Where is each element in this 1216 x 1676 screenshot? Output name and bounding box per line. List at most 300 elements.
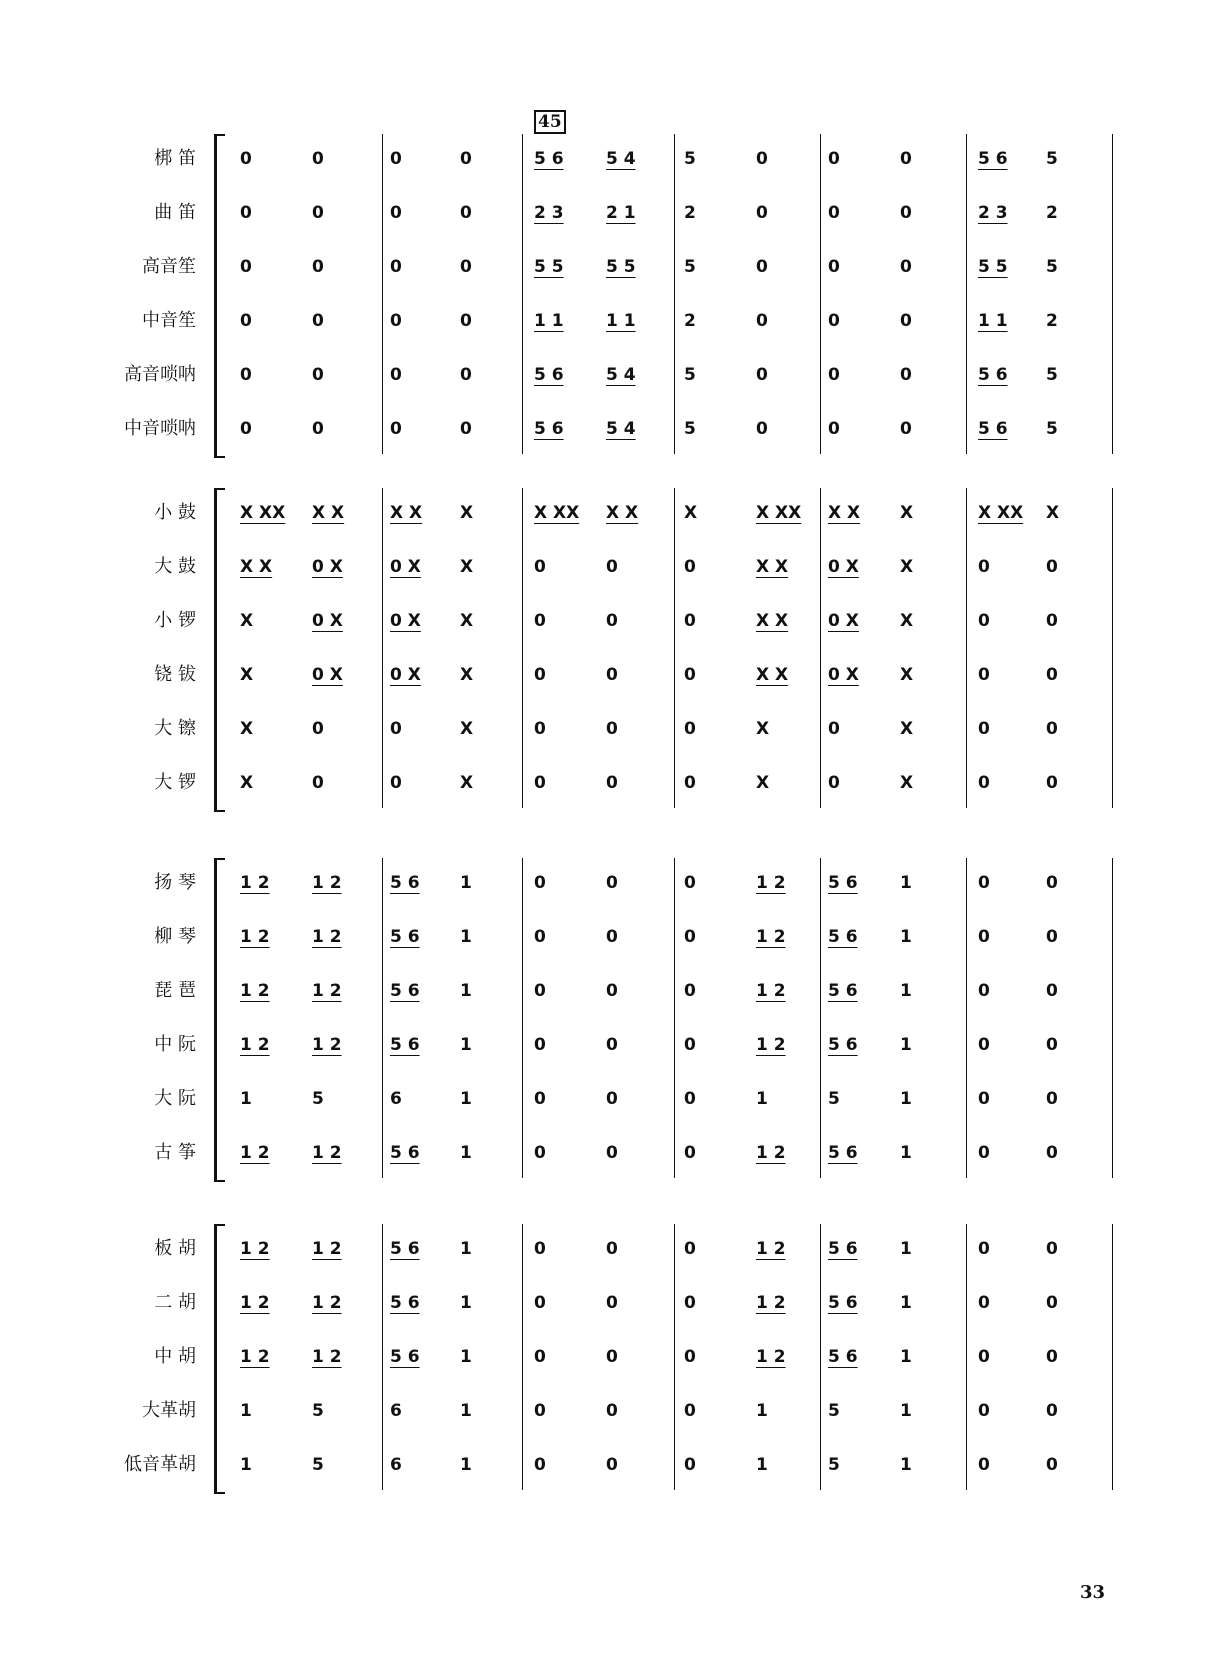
instrument-label: 大 镲 bbox=[154, 718, 196, 739]
note-cell: 0 bbox=[828, 257, 840, 277]
note-cell: 0 bbox=[978, 665, 990, 685]
note-cell: 0 bbox=[534, 665, 546, 685]
note-cell: X X bbox=[756, 665, 789, 685]
note-cell: 0 bbox=[1046, 1239, 1058, 1259]
note-cell: 0 bbox=[312, 365, 324, 385]
note-cell: 0 bbox=[978, 873, 990, 893]
staff-row bbox=[0, 1018, 1216, 1072]
note-cell: 1 2 bbox=[756, 1293, 786, 1313]
note-cell: 1 bbox=[460, 1143, 472, 1163]
note-cell: 0 bbox=[756, 257, 768, 277]
staff-row bbox=[0, 486, 1216, 540]
staff-row bbox=[0, 540, 1216, 594]
note-cell: X XX bbox=[978, 503, 1024, 523]
note-cell: 0 bbox=[534, 1239, 546, 1259]
note-cell: X bbox=[240, 665, 254, 685]
note-cell: X bbox=[460, 611, 474, 631]
note-cell: 5 6 bbox=[828, 927, 858, 947]
note-cell: 0 bbox=[534, 981, 546, 1001]
note-cell: 0 bbox=[1046, 1401, 1058, 1421]
note-cell: 0 bbox=[312, 419, 324, 439]
staff-row bbox=[0, 186, 1216, 240]
note-cell: 0 bbox=[1046, 719, 1058, 739]
note-cell: 1 1 bbox=[534, 311, 564, 331]
note-cell: 0 bbox=[900, 311, 912, 331]
note-cell: 0 bbox=[606, 1239, 618, 1259]
note-cell: 0 bbox=[684, 981, 696, 1001]
note-cell: 0 bbox=[1046, 1293, 1058, 1313]
note-cell: 1 bbox=[460, 981, 472, 1001]
note-cell: 0 bbox=[534, 1293, 546, 1313]
note-cell: 1 bbox=[460, 1293, 472, 1313]
instrument-label: 铙 钹 bbox=[154, 664, 196, 685]
note-cell: X bbox=[900, 557, 914, 577]
note-cell: 0 bbox=[900, 203, 912, 223]
note-cell: 0 bbox=[606, 927, 618, 947]
note-cell: 1 bbox=[900, 1293, 912, 1313]
instrument-label: 大 鼓 bbox=[154, 556, 196, 577]
note-cell: 0 bbox=[978, 1401, 990, 1421]
instrument-label: 中 阮 bbox=[154, 1034, 196, 1055]
note-cell: 5 6 bbox=[828, 1035, 858, 1055]
note-cell: 0 bbox=[312, 257, 324, 277]
note-cell: 0 bbox=[978, 611, 990, 631]
note-cell: 2 bbox=[684, 203, 696, 223]
note-cell: 5 bbox=[312, 1455, 324, 1475]
note-cell: 0 bbox=[1046, 773, 1058, 793]
instrument-label: 高音笙 bbox=[142, 256, 196, 277]
note-cell: 5 bbox=[1046, 257, 1058, 277]
note-cell: 1 bbox=[240, 1089, 252, 1109]
note-cell: X bbox=[756, 719, 770, 739]
note-cell: 5 6 bbox=[978, 419, 1008, 439]
staff-row bbox=[0, 1276, 1216, 1330]
note-cell: 0 bbox=[684, 873, 696, 893]
note-cell: 1 bbox=[240, 1455, 252, 1475]
note-cell: 0 X bbox=[828, 665, 859, 685]
note-cell: 5 6 bbox=[390, 1347, 420, 1367]
note-cell: 0 bbox=[684, 773, 696, 793]
note-cell: 1 bbox=[900, 873, 912, 893]
note-cell: 0 bbox=[900, 365, 912, 385]
note-cell: X X bbox=[312, 503, 345, 523]
instrument-label: 古 筝 bbox=[154, 1142, 196, 1163]
note-cell: 5 6 bbox=[390, 1035, 420, 1055]
instrument-label: 高音唢呐 bbox=[124, 364, 196, 385]
note-cell: 0 bbox=[390, 203, 402, 223]
note-cell: 5 6 bbox=[534, 365, 564, 385]
note-cell: 1 bbox=[460, 1035, 472, 1055]
note-cell: 5 6 bbox=[978, 365, 1008, 385]
note-cell: X bbox=[900, 773, 914, 793]
note-cell: X X bbox=[756, 611, 789, 631]
note-cell: 1 2 bbox=[240, 1035, 270, 1055]
note-cell: 1 2 bbox=[756, 927, 786, 947]
staff-row bbox=[0, 1126, 1216, 1180]
staff-row bbox=[0, 756, 1216, 810]
note-cell: 0 bbox=[684, 719, 696, 739]
note-cell: 0 bbox=[390, 257, 402, 277]
note-cell: 0 bbox=[312, 149, 324, 169]
note-cell: 0 bbox=[534, 1401, 546, 1421]
note-cell: 1 2 bbox=[240, 927, 270, 947]
note-cell: 1 2 bbox=[240, 873, 270, 893]
note-cell: 0 bbox=[1046, 981, 1058, 1001]
note-cell: 0 bbox=[828, 149, 840, 169]
note-cell: 1 bbox=[460, 1089, 472, 1109]
note-cell: 0 bbox=[460, 149, 472, 169]
note-cell: 1 bbox=[460, 1347, 472, 1367]
note-cell: 1 2 bbox=[312, 1143, 342, 1163]
note-cell: 0 bbox=[1046, 927, 1058, 947]
note-cell: 0 bbox=[606, 1347, 618, 1367]
note-cell: 1 bbox=[756, 1089, 768, 1109]
note-cell: 1 2 bbox=[240, 1239, 270, 1259]
staff-row bbox=[0, 348, 1216, 402]
note-cell: 1 bbox=[756, 1455, 768, 1475]
note-cell: 1 1 bbox=[978, 311, 1008, 331]
instrument-label: 中音唢呐 bbox=[124, 418, 196, 439]
note-cell: 5 bbox=[312, 1401, 324, 1421]
note-cell: 0 X bbox=[390, 611, 421, 631]
note-cell: 6 bbox=[390, 1401, 402, 1421]
staff-row bbox=[0, 240, 1216, 294]
note-cell: 5 6 bbox=[828, 1347, 858, 1367]
note-cell: 0 X bbox=[312, 611, 343, 631]
note-cell: 0 bbox=[460, 419, 472, 439]
note-cell: 0 bbox=[684, 1239, 696, 1259]
note-cell: 5 bbox=[312, 1089, 324, 1109]
note-cell: 1 bbox=[900, 1455, 912, 1475]
note-cell: 1 2 bbox=[240, 1347, 270, 1367]
note-cell: 0 bbox=[312, 719, 324, 739]
note-cell: 0 bbox=[978, 1089, 990, 1109]
note-cell: 0 bbox=[978, 1239, 990, 1259]
note-cell: 1 2 bbox=[756, 1347, 786, 1367]
note-cell: 0 bbox=[756, 149, 768, 169]
note-cell: 0 bbox=[390, 365, 402, 385]
note-cell: 0 bbox=[978, 719, 990, 739]
note-cell: 0 bbox=[606, 611, 618, 631]
note-cell: 0 bbox=[606, 1089, 618, 1109]
note-cell: 0 bbox=[312, 311, 324, 331]
note-cell: 2 bbox=[1046, 311, 1058, 331]
note-cell: X XX bbox=[756, 503, 802, 523]
instrument-label: 板 胡 bbox=[154, 1238, 196, 1259]
note-cell: 1 2 bbox=[756, 1239, 786, 1259]
note-cell: 6 bbox=[390, 1089, 402, 1109]
note-cell: 0 bbox=[606, 1143, 618, 1163]
note-cell: 0 bbox=[828, 311, 840, 331]
note-cell: 0 bbox=[1046, 1143, 1058, 1163]
note-cell: 0 bbox=[900, 419, 912, 439]
rehearsal-mark: 45 bbox=[534, 110, 566, 134]
instrument-label: 低音革胡 bbox=[124, 1454, 196, 1475]
note-cell: 0 bbox=[460, 311, 472, 331]
note-cell: 5 6 bbox=[534, 419, 564, 439]
note-cell: 5 5 bbox=[606, 257, 636, 277]
note-cell: 5 bbox=[1046, 365, 1058, 385]
note-cell: 0 bbox=[684, 1035, 696, 1055]
note-cell: 5 bbox=[1046, 419, 1058, 439]
note-cell: X bbox=[240, 719, 254, 739]
note-cell: 1 2 bbox=[312, 1035, 342, 1055]
note-cell: 5 bbox=[684, 149, 696, 169]
note-cell: 5 bbox=[1046, 149, 1058, 169]
note-cell: 1 2 bbox=[756, 1143, 786, 1163]
note-cell: 1 bbox=[460, 1401, 472, 1421]
note-cell: 0 bbox=[900, 257, 912, 277]
note-cell: 5 4 bbox=[606, 149, 636, 169]
note-cell: 0 bbox=[534, 873, 546, 893]
note-cell: 0 bbox=[684, 611, 696, 631]
note-cell: 0 bbox=[460, 257, 472, 277]
note-cell: 0 bbox=[534, 719, 546, 739]
note-cell: 0 bbox=[240, 311, 252, 331]
note-cell: 0 bbox=[534, 773, 546, 793]
note-cell: 0 bbox=[756, 203, 768, 223]
instrument-label: 大 阮 bbox=[154, 1088, 196, 1109]
note-cell: X bbox=[756, 773, 770, 793]
note-cell: X XX bbox=[534, 503, 580, 523]
note-cell: 0 bbox=[1046, 1347, 1058, 1367]
note-cell: 1 2 bbox=[756, 981, 786, 1001]
note-cell: 1 bbox=[460, 1239, 472, 1259]
note-cell: 5 6 bbox=[390, 1143, 420, 1163]
note-cell: X bbox=[460, 719, 474, 739]
note-cell: 1 bbox=[240, 1401, 252, 1421]
note-cell: X bbox=[900, 503, 914, 523]
note-cell: X bbox=[900, 665, 914, 685]
instrument-label: 琵 琶 bbox=[154, 980, 196, 1001]
note-cell: 0 bbox=[240, 419, 252, 439]
note-cell: 5 6 bbox=[828, 873, 858, 893]
instrument-label: 大革胡 bbox=[142, 1400, 196, 1421]
note-cell: 1 2 bbox=[240, 1293, 270, 1313]
staff-row bbox=[0, 1222, 1216, 1276]
note-cell: 1 1 bbox=[606, 311, 636, 331]
note-cell: 0 bbox=[534, 1143, 546, 1163]
note-cell: X bbox=[460, 773, 474, 793]
note-cell: 0 bbox=[756, 365, 768, 385]
note-cell: 0 bbox=[240, 149, 252, 169]
staff-row bbox=[0, 702, 1216, 756]
page-number: 33 bbox=[1080, 1582, 1106, 1603]
note-cell: 5 bbox=[828, 1089, 840, 1109]
note-cell: 5 4 bbox=[606, 365, 636, 385]
note-cell: X X bbox=[390, 503, 423, 523]
note-cell: 0 bbox=[240, 203, 252, 223]
instrument-group bbox=[0, 486, 1216, 810]
note-cell: 1 2 bbox=[312, 873, 342, 893]
note-cell: 1 bbox=[900, 981, 912, 1001]
note-cell: 0 bbox=[756, 419, 768, 439]
note-cell: 1 bbox=[900, 1143, 912, 1163]
note-cell: 0 X bbox=[390, 557, 421, 577]
note-cell: 1 2 bbox=[756, 1035, 786, 1055]
note-cell: 1 bbox=[756, 1401, 768, 1421]
note-cell: 0 bbox=[684, 557, 696, 577]
note-cell: 0 bbox=[828, 773, 840, 793]
note-cell: X bbox=[460, 665, 474, 685]
note-cell: 0 bbox=[606, 1293, 618, 1313]
instrument-label: 小 鼓 bbox=[154, 502, 196, 523]
note-cell: 5 bbox=[828, 1401, 840, 1421]
note-cell: 5 6 bbox=[390, 981, 420, 1001]
note-cell: 0 bbox=[534, 1455, 546, 1475]
note-cell: 0 bbox=[978, 1347, 990, 1367]
note-cell: 5 6 bbox=[828, 1239, 858, 1259]
note-cell: 2 bbox=[1046, 203, 1058, 223]
note-cell: 1 bbox=[900, 1347, 912, 1367]
note-cell: X bbox=[240, 611, 254, 631]
note-cell: 5 6 bbox=[828, 1143, 858, 1163]
note-cell: 0 X bbox=[828, 611, 859, 631]
staff-row bbox=[0, 1438, 1216, 1492]
note-cell: 0 bbox=[684, 1293, 696, 1313]
note-cell: 1 bbox=[460, 1455, 472, 1475]
note-cell: 0 bbox=[460, 203, 472, 223]
note-cell: 0 bbox=[978, 557, 990, 577]
note-cell: X bbox=[900, 611, 914, 631]
note-cell: 0 bbox=[534, 611, 546, 631]
note-cell: 0 bbox=[606, 719, 618, 739]
note-cell: 0 bbox=[828, 365, 840, 385]
note-cell: 0 bbox=[534, 1347, 546, 1367]
note-cell: 0 bbox=[978, 1143, 990, 1163]
note-cell: 1 bbox=[900, 1239, 912, 1259]
note-cell: 0 bbox=[1046, 557, 1058, 577]
note-cell: 0 bbox=[978, 981, 990, 1001]
note-cell: 0 X bbox=[312, 557, 343, 577]
note-cell: 1 bbox=[900, 927, 912, 947]
note-cell: 0 bbox=[978, 1035, 990, 1055]
note-cell: 5 6 bbox=[534, 149, 564, 169]
staff-row bbox=[0, 402, 1216, 456]
note-cell: 0 bbox=[606, 1401, 618, 1421]
note-cell: X X bbox=[606, 503, 639, 523]
note-cell: 2 3 bbox=[978, 203, 1008, 223]
instrument-group bbox=[0, 132, 1216, 456]
note-cell: 0 bbox=[684, 927, 696, 947]
note-cell: 2 1 bbox=[606, 203, 636, 223]
note-cell: 0 bbox=[390, 773, 402, 793]
note-cell: 5 bbox=[684, 419, 696, 439]
note-cell: 0 bbox=[684, 1401, 696, 1421]
note-cell: 1 bbox=[900, 1401, 912, 1421]
note-cell: 0 bbox=[1046, 665, 1058, 685]
note-cell: X bbox=[460, 557, 474, 577]
note-cell: 5 6 bbox=[828, 981, 858, 1001]
note-cell: 1 bbox=[460, 873, 472, 893]
note-cell: 0 bbox=[1046, 1035, 1058, 1055]
note-cell: 1 2 bbox=[240, 981, 270, 1001]
note-cell: X X bbox=[756, 557, 789, 577]
note-cell: 0 bbox=[606, 1035, 618, 1055]
instrument-label: 小 锣 bbox=[154, 610, 196, 631]
note-cell: 5 bbox=[684, 365, 696, 385]
note-cell: 2 3 bbox=[534, 203, 564, 223]
note-cell: 0 bbox=[1046, 1455, 1058, 1475]
note-cell: 0 X bbox=[312, 665, 343, 685]
note-cell: X X bbox=[240, 557, 273, 577]
note-cell: 0 bbox=[534, 927, 546, 947]
note-cell: 5 6 bbox=[978, 149, 1008, 169]
note-cell: 0 X bbox=[828, 557, 859, 577]
instrument-label: 二 胡 bbox=[154, 1292, 196, 1313]
instrument-label: 中 胡 bbox=[154, 1346, 196, 1367]
note-cell: 0 bbox=[1046, 611, 1058, 631]
staff-row bbox=[0, 594, 1216, 648]
note-cell: 0 bbox=[312, 773, 324, 793]
note-cell: X X bbox=[828, 503, 861, 523]
instrument-label: 扬 琴 bbox=[154, 872, 196, 893]
note-cell: 1 bbox=[900, 1089, 912, 1109]
note-cell: 0 bbox=[978, 1293, 990, 1313]
instrument-label: 曲 笛 bbox=[154, 202, 196, 223]
staff-row bbox=[0, 132, 1216, 186]
note-cell: 1 2 bbox=[312, 981, 342, 1001]
note-cell: 0 bbox=[240, 257, 252, 277]
note-cell: 5 6 bbox=[828, 1293, 858, 1313]
note-cell: 0 bbox=[684, 1143, 696, 1163]
note-cell: 0 bbox=[684, 1347, 696, 1367]
note-cell: 5 6 bbox=[390, 873, 420, 893]
staff-row bbox=[0, 964, 1216, 1018]
note-cell: 0 bbox=[1046, 873, 1058, 893]
note-cell: 5 5 bbox=[978, 257, 1008, 277]
staff-row bbox=[0, 648, 1216, 702]
note-cell: 5 6 bbox=[390, 1239, 420, 1259]
note-cell: 0 bbox=[684, 1455, 696, 1475]
note-cell: 6 bbox=[390, 1455, 402, 1475]
note-cell: 0 bbox=[606, 665, 618, 685]
note-cell: 0 bbox=[534, 1089, 546, 1109]
note-cell: 0 bbox=[828, 719, 840, 739]
note-cell: 0 bbox=[460, 365, 472, 385]
note-cell: 0 bbox=[390, 719, 402, 739]
note-cell: 0 bbox=[684, 665, 696, 685]
note-cell: X bbox=[1046, 503, 1060, 523]
instrument-label: 大 锣 bbox=[154, 772, 196, 793]
note-cell: X XX bbox=[240, 503, 286, 523]
note-cell: X bbox=[900, 719, 914, 739]
note-cell: 5 6 bbox=[390, 1293, 420, 1313]
note-cell: X bbox=[240, 773, 254, 793]
note-cell: 1 2 bbox=[240, 1143, 270, 1163]
note-cell: 0 bbox=[534, 1035, 546, 1055]
note-cell: 1 2 bbox=[312, 1293, 342, 1313]
note-cell: 0 bbox=[828, 419, 840, 439]
instrument-group bbox=[0, 856, 1216, 1180]
note-cell: 0 bbox=[828, 203, 840, 223]
note-cell: 5 5 bbox=[534, 257, 564, 277]
note-cell: 0 bbox=[978, 1455, 990, 1475]
note-cell: 0 bbox=[606, 873, 618, 893]
note-cell: 0 bbox=[978, 927, 990, 947]
staff-row bbox=[0, 1384, 1216, 1438]
note-cell: 5 bbox=[828, 1455, 840, 1475]
note-cell: 0 bbox=[684, 1089, 696, 1109]
note-cell: 2 bbox=[684, 311, 696, 331]
note-cell: 1 2 bbox=[312, 927, 342, 947]
staff-row bbox=[0, 1330, 1216, 1384]
note-cell: 0 bbox=[390, 149, 402, 169]
staff-row bbox=[0, 910, 1216, 964]
note-cell: 1 bbox=[460, 927, 472, 947]
note-cell: 0 bbox=[606, 557, 618, 577]
note-cell: 0 bbox=[312, 203, 324, 223]
